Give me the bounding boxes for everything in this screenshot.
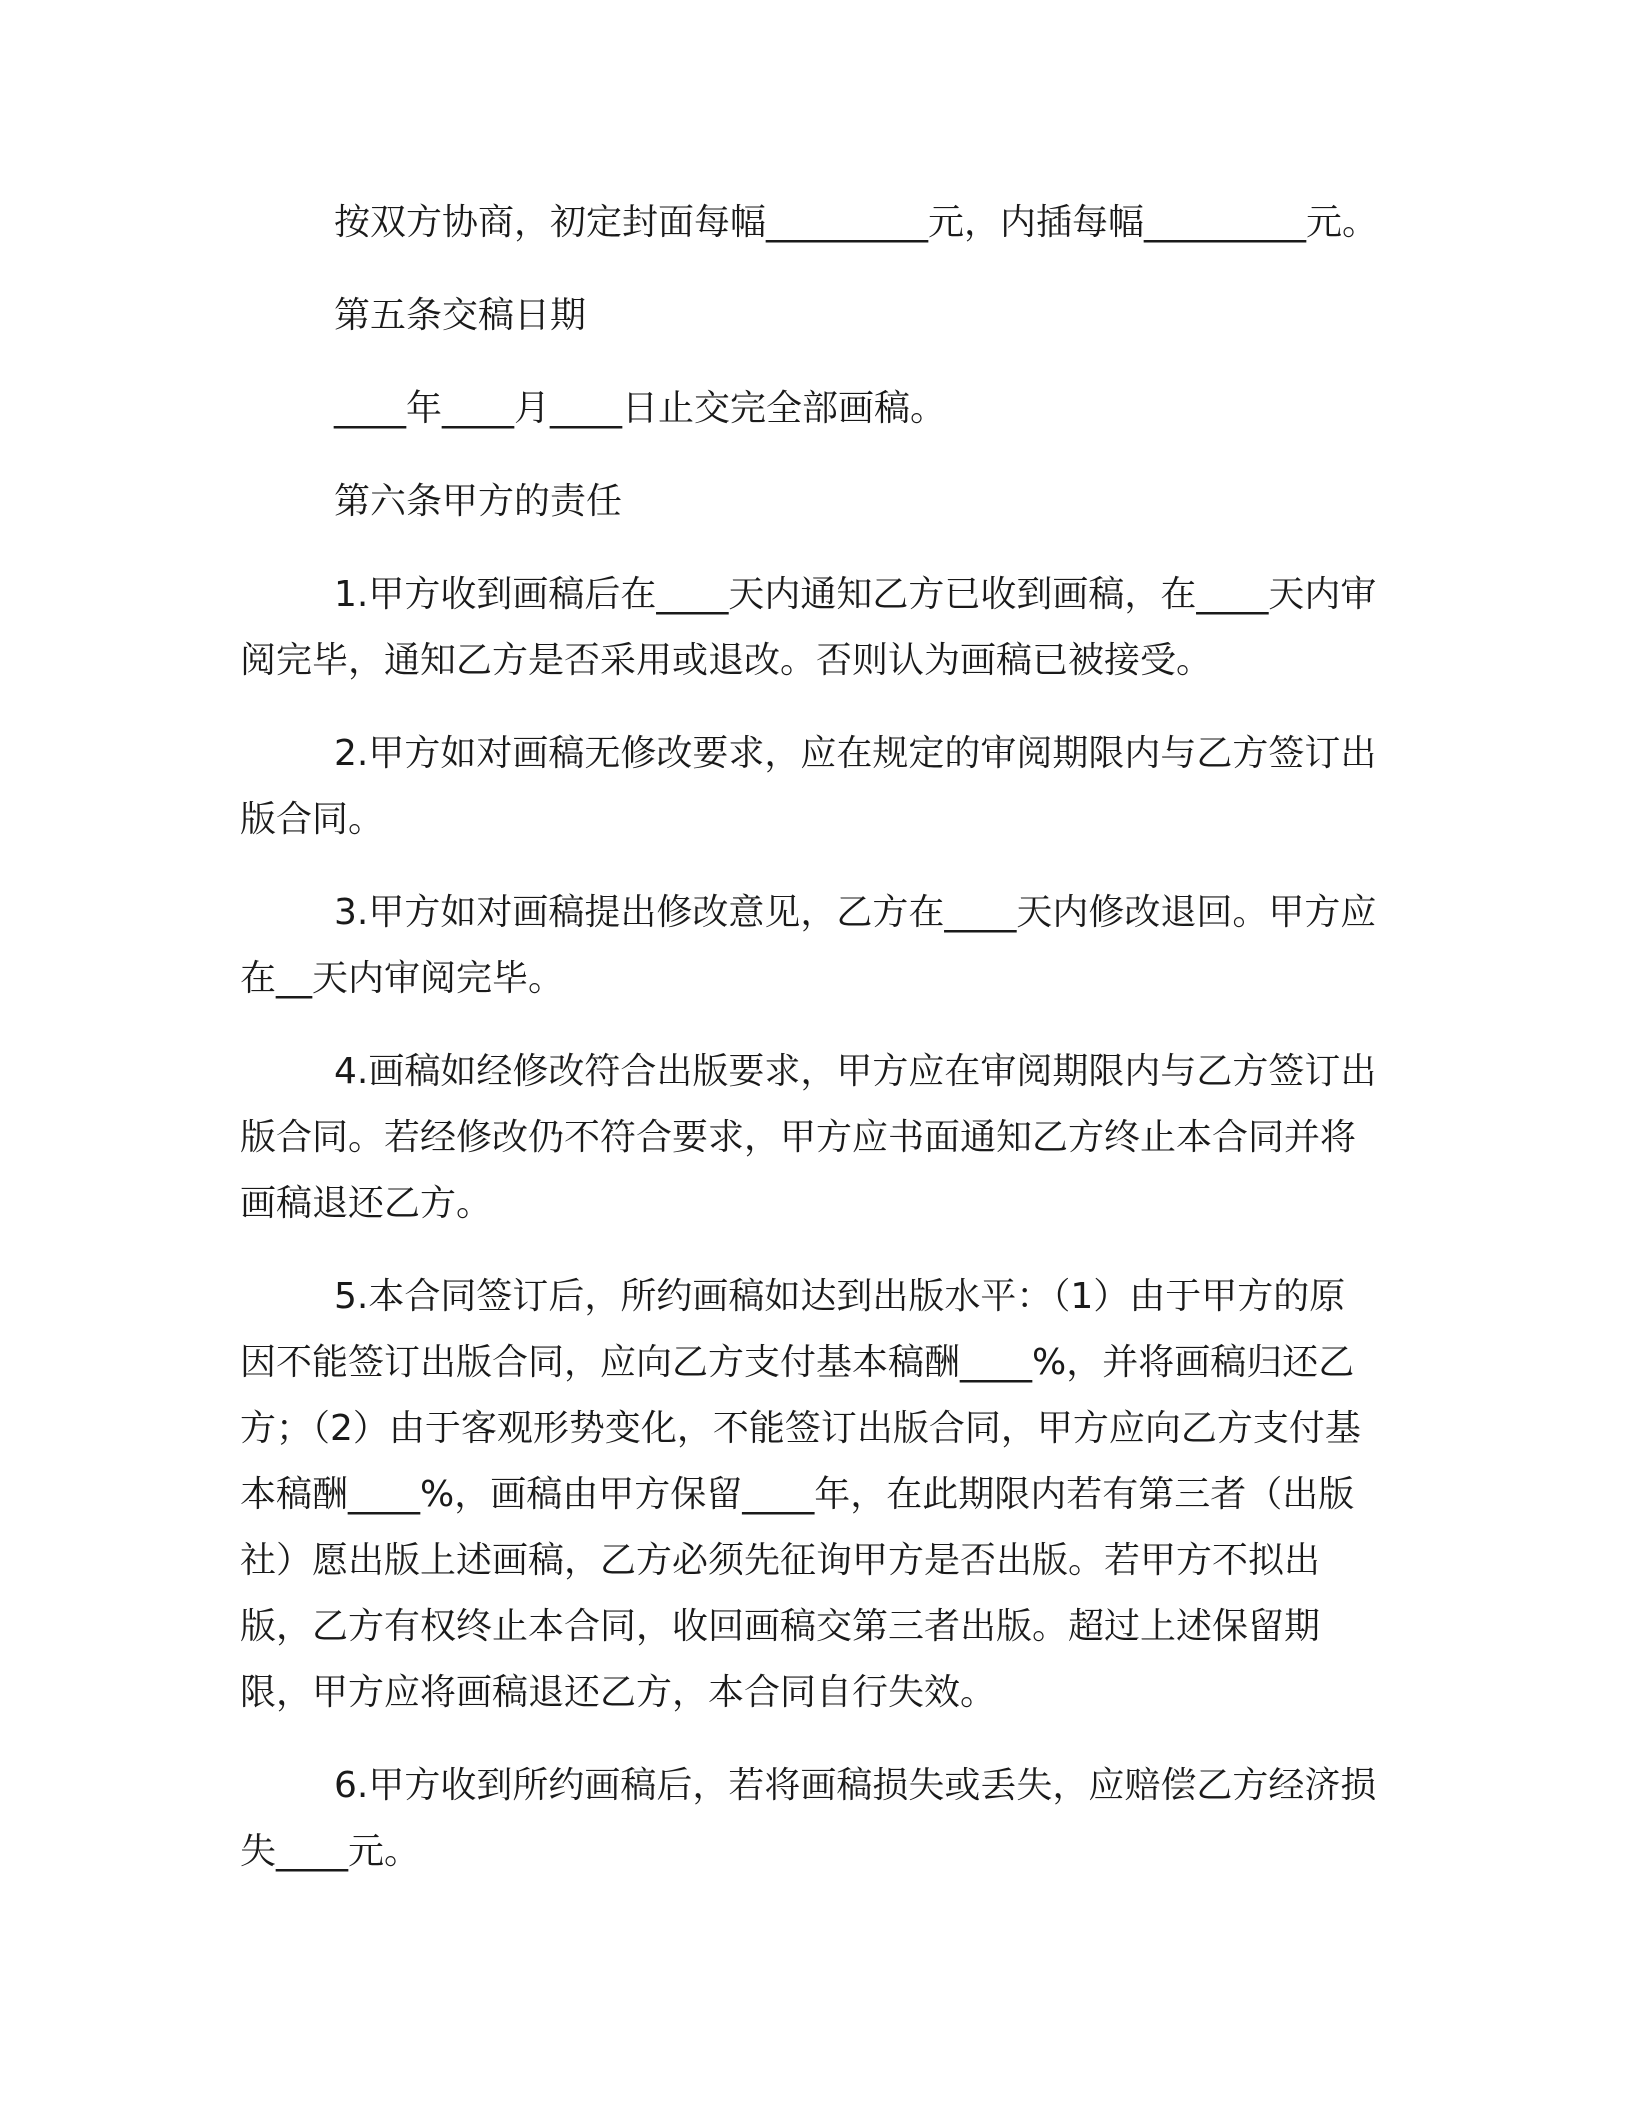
fee-paragraph: 按双方协商，初定封面每幅_________元，内插每幅_________元。 <box>334 202 1379 243</box>
clause-6: 6.甲方收到所约画稿后，若将画稿损失或丢失，应赔偿乙方经济损失____元。 <box>240 1765 1377 1872</box>
clause-4: 4.画稿如经修改符合出版要求，甲方应在审阅期限内与乙方签订出版合同。若经修改仍不符合要求，甲方应书面通知乙方终止本合同并将画稿退还乙方。 <box>240 1051 1377 1224</box>
clause-1: 1.甲方收到画稿后在____天内通知乙方已收到画稿，在____天内审阅完毕，通知乙方是否采用或退改。否则认为画稿已被接受。 <box>240 574 1377 681</box>
clause-5: 5.本合同签订后，所约画稿如达到出版水平：（1）由于甲方的原因不能签订出版合同，应向乙方支付基本稿酬____%，并将画稿归还乙方；（2）由于客观形势变化，不能签订出版合同，甲方应向乙方支付基本稿酬____%，画稿由甲方保留____年，在此期限内若有第三者（出版社）愿出版上述画稿，乙方必须先征询甲方是否出版。若甲方不拟出版，乙方有权终止本合同，收回画稿交第三者出版。超过上述保留期限，甲方应将画稿退还乙方，本合同自行失效。 <box>240 1276 1361 1713</box>
section-heading-party-a-duties: 第六条甲方的责任 <box>334 481 623 522</box>
document-body <box>240 190 1380 1885</box>
delivery-date-paragraph: ____年____月____日止交完全部画稿。 <box>334 388 947 429</box>
clause-3: 3.甲方如对画稿提出修改意见，乙方在____天内修改退回。甲方应在__天内审阅完毕。 <box>240 892 1377 999</box>
clause-2: 2.甲方如对画稿无修改要求，应在规定的审阅期限内与乙方签订出版合同。 <box>240 733 1377 840</box>
section-heading-delivery-date: 第五条交稿日期 <box>334 295 587 336</box>
